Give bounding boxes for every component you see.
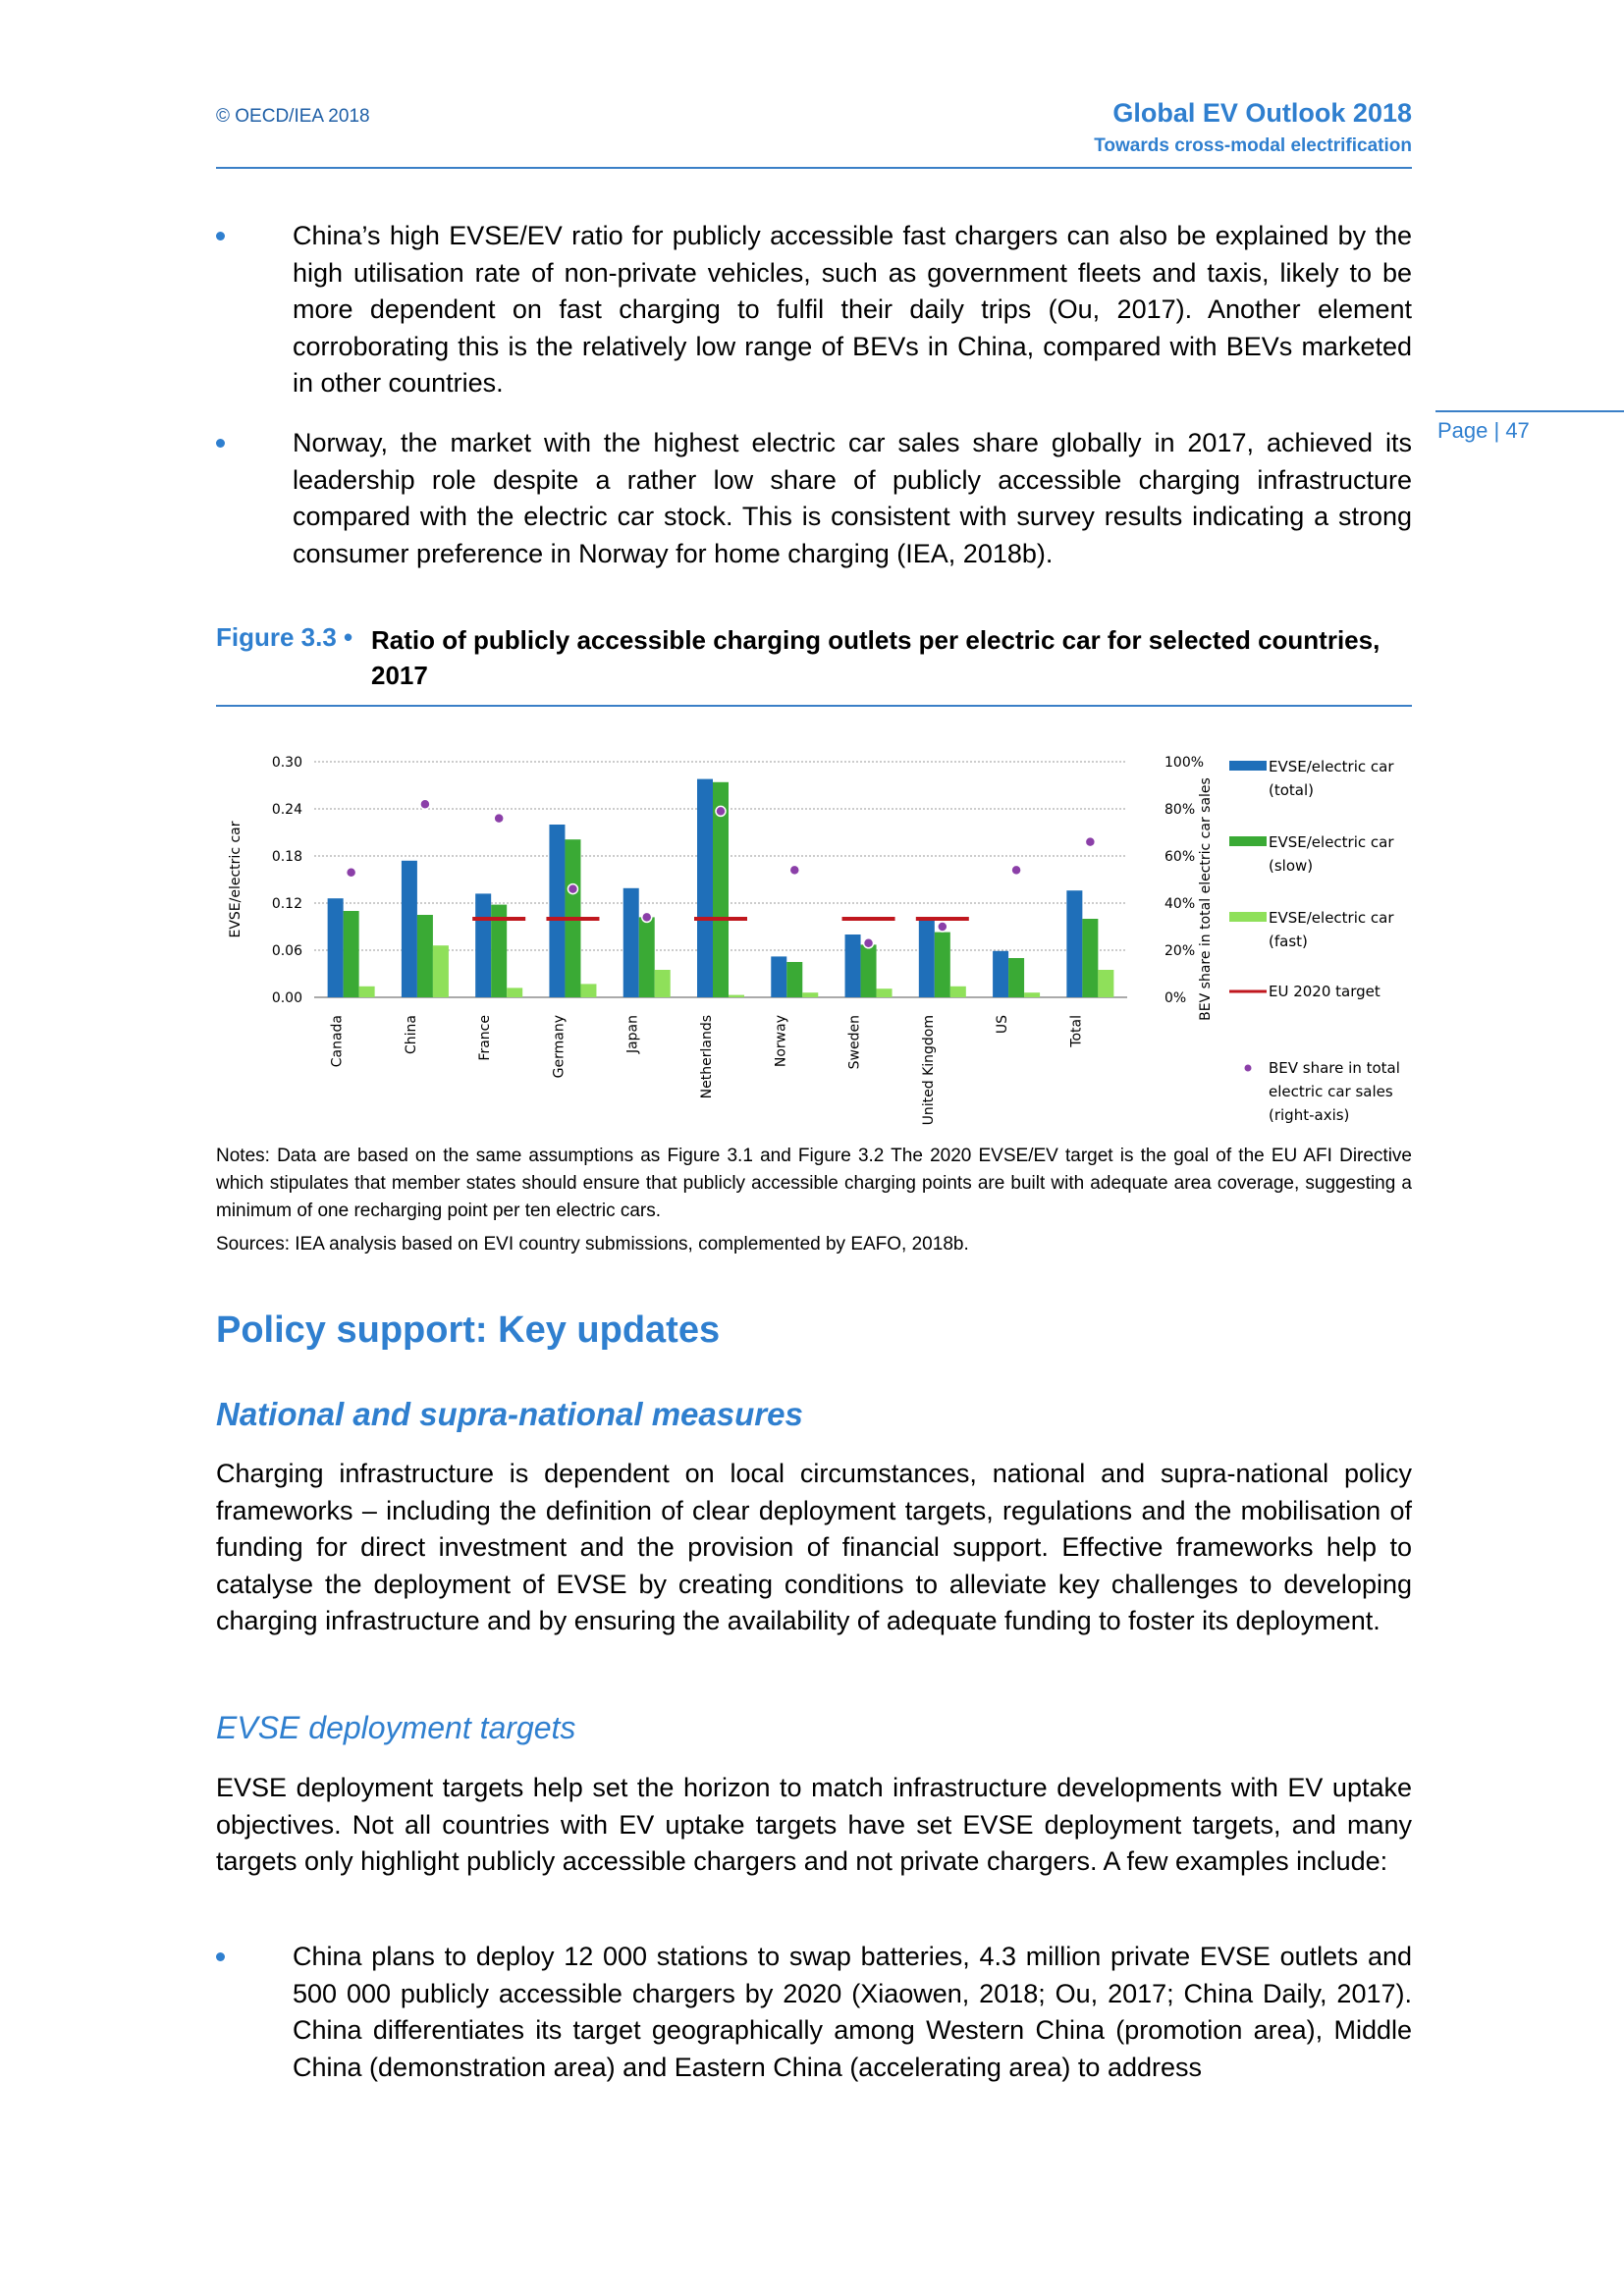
bar	[729, 995, 744, 997]
y2-axis-title: BEV share in total electric car sales	[1198, 777, 1214, 1021]
page-number: Page | 47	[1437, 418, 1530, 443]
y-tick-label: 0.18	[271, 849, 302, 865]
bar	[1082, 919, 1098, 997]
y-tick-label: 0.24	[271, 802, 302, 818]
legend-label: electric car sales	[1269, 1083, 1393, 1100]
copyright-text: © OECD/IEA 2018	[216, 106, 370, 127]
subsubsection-heading: EVSE deployment targets	[216, 1710, 576, 1745]
bar	[786, 962, 802, 997]
bar	[950, 987, 966, 997]
bar	[771, 956, 786, 997]
legend-swatch	[1229, 912, 1267, 922]
legend-label: BEV share in total	[1269, 1059, 1400, 1077]
bullet-icon	[216, 439, 225, 448]
y2-tick-label: 40%	[1164, 896, 1196, 912]
bar	[655, 970, 671, 997]
bar	[328, 898, 344, 997]
bar-chart	[216, 734, 1412, 1137]
bar	[877, 988, 893, 997]
section-heading: Policy support: Key updates	[216, 1309, 721, 1351]
x-tick-label: France	[477, 1015, 494, 1061]
bullet-text: Norway, the market with the highest electric car sales share globally in 2017, achieved its leadership role despite a rather low share of publicly accessible charging infrastructure compared with the electric car stock. This is consistent with survey results indicating a strong consumer preference in Norway for home charging (IEA, 2018b).	[293, 428, 1412, 568]
legend-label: EVSE/electric car	[1269, 833, 1394, 851]
header-divider	[216, 167, 1412, 169]
bev-share-point	[789, 865, 799, 875]
y2-tick-label: 100%	[1164, 755, 1205, 771]
paragraph: EVSE deployment targets help set the horizon to match infrastructure developments with EV uptake objectives. Not all countries with EV uptake targets have set EVSE deployment targets, and many targets only highlight publicly accessible chargers and not private chargers. A few examples include:	[216, 1773, 1412, 1876]
bullet-icon	[216, 232, 225, 240]
bar	[697, 779, 713, 997]
bullet-icon	[216, 1952, 225, 1961]
bar	[1066, 890, 1082, 997]
bev-share-point	[864, 938, 874, 948]
bullet-text: China plans to deploy 12 000 stations to swap batteries, 4.3 million private EVSE outlets and 500 000 publicly accessible chargers by 2020 (Xiaowen, 2018; Ou, 2017; China Daily, 2017). China differentiates its target geographically among Western China (promotion area), Middle China (demonstration area) and Eastern China (accelerating area) to address	[293, 1942, 1412, 2082]
legend-label: (fast)	[1269, 933, 1308, 950]
x-tick-label: Norway	[773, 1015, 789, 1068]
bev-share-point	[716, 806, 726, 816]
paragraph: Charging infrastructure is dependent on local circumstances, national and supra-national policy frameworks – including the definition of clear deployment targets, regulations and the mobilisation of funding for direct investment and the provision of financial support. Effective frameworks help to catalyse the deployment of EVSE by creating conditions to alleviate key challenges to developing charging infrastructure and by ensuring the availability of adequate funding to foster its deployment.	[216, 1459, 1412, 1635]
bev-share-point	[494, 814, 504, 824]
bev-share-point	[568, 884, 577, 894]
legend-label: (slow)	[1269, 857, 1314, 875]
bar	[1098, 970, 1113, 997]
y2-tick-label: 0%	[1164, 990, 1187, 1006]
subsection-heading: National and supra-national measures	[216, 1396, 803, 1432]
bar	[344, 911, 359, 997]
x-tick-label: Netherlands	[699, 1015, 715, 1099]
bar	[475, 893, 491, 997]
legend-label: EVSE/electric car	[1269, 758, 1394, 775]
bar	[433, 945, 449, 997]
bar	[919, 919, 935, 997]
page-number-divider	[1435, 410, 1624, 412]
bar	[935, 933, 950, 997]
figure-sources: Sources: IEA analysis based on EVI country submissions, complemented by EAFO, 2018b.	[216, 1234, 969, 1255]
legend-label: EVSE/electric car	[1269, 909, 1394, 927]
bullet-item	[216, 425, 1412, 572]
figure-title: Ratio of publicly accessible charging outlets per electric car for selected countries, 2017	[371, 625, 1380, 690]
x-tick-label: Japan	[624, 1015, 641, 1054]
legend-label: EU 2020 target	[1269, 983, 1380, 1000]
bar	[507, 988, 522, 997]
y-tick-label: 0.00	[271, 990, 302, 1006]
bev-share-point	[642, 912, 652, 922]
bar	[549, 825, 565, 997]
bar	[402, 861, 417, 997]
document-subtitle: Towards cross-modal electrification	[1094, 135, 1412, 156]
bar	[1008, 958, 1024, 997]
y-tick-label: 0.12	[271, 896, 302, 912]
legend-label: (right-axis)	[1269, 1106, 1350, 1124]
bar	[623, 888, 639, 997]
bev-share-point	[1085, 837, 1095, 847]
bullet-item	[216, 1939, 1412, 2086]
bullet-text: China’s high EVSE/EV ratio for publicly accessible fast chargers can also be explained by the high utilisation rate of non-private vehicles, such as government fleets and taxis, likely to be more dependent on fast charging to fulfil their daily trips (Ou, 2017). Another element corroborating this is the relatively low range of BEVs in China, compared with BEVs marketed in other countries.	[293, 221, 1412, 398]
legend-swatch	[1229, 836, 1267, 846]
bar	[417, 915, 433, 997]
y-tick-label: 0.30	[271, 755, 302, 771]
x-tick-label: China	[403, 1015, 419, 1054]
legend-label: (total)	[1269, 781, 1315, 799]
bev-share-point	[347, 868, 356, 878]
x-axis-labels	[330, 1015, 1085, 1125]
bar	[1024, 992, 1040, 997]
legend-swatch	[1229, 761, 1267, 771]
x-tick-label: Germany	[551, 1015, 568, 1079]
figure-label: Figure 3.3 •	[216, 622, 353, 652]
y-axis-title: EVSE/electric car	[228, 821, 244, 938]
y2-tick-label: 80%	[1164, 802, 1196, 818]
document-title: Global EV Outlook 2018	[1112, 98, 1412, 128]
y2-tick-label: 60%	[1164, 849, 1196, 865]
x-tick-label: Sweden	[846, 1015, 863, 1070]
figure-divider	[216, 705, 1412, 707]
legend-swatch	[1245, 1065, 1252, 1072]
bar	[359, 987, 375, 997]
bev-share-point	[420, 799, 430, 809]
bar	[861, 944, 877, 997]
y-tick-label: 0.06	[271, 943, 302, 959]
bar	[639, 917, 655, 997]
x-tick-label: Total	[1068, 1015, 1085, 1047]
x-tick-label: United Kingdom	[920, 1015, 937, 1126]
x-tick-label: Canada	[329, 1015, 346, 1068]
bullet-item	[216, 218, 1412, 402]
bar	[802, 992, 818, 997]
bev-share-point	[1011, 865, 1021, 875]
bev-share-point	[938, 922, 947, 932]
left-axis	[272, 755, 302, 1006]
figure-notes: Notes: Data are based on the same assumptions as Figure 3.1 and Figure 3.2 The 2020 EVSE/EV target is the goal of the EU AFI Directive which stipulates that member states should ensure that publicly accessible charging points are built with adequate area coverage, suggesting a minimum of one recharging point per ten electric cars.	[216, 1146, 1412, 1221]
bar	[845, 934, 861, 997]
bar	[993, 951, 1008, 997]
y2-tick-label: 20%	[1164, 943, 1196, 959]
x-tick-label: US	[995, 1015, 1011, 1035]
bar	[580, 984, 596, 997]
chart-legend	[1229, 758, 1400, 1124]
